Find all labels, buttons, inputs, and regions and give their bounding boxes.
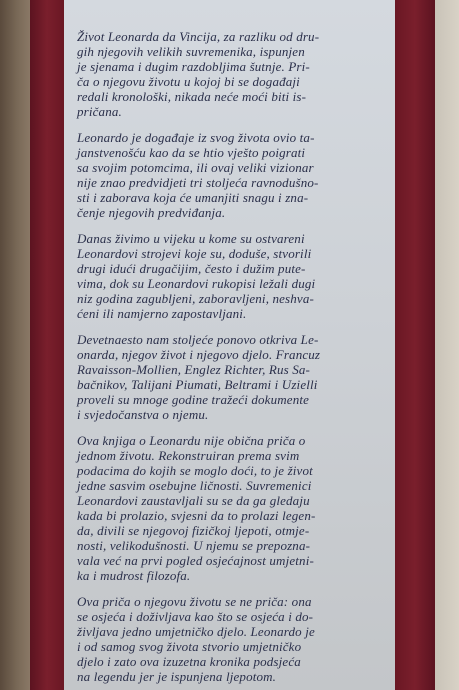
text-line: ča o njegovu životu u kojoj bi se događaji	[77, 74, 300, 89]
text-line: redali kronološki, nikada neće moći biti is-	[77, 89, 307, 104]
text-line: djelo i zato ova izuzetna kronika podsjeća	[77, 654, 301, 669]
text-line: nije znao predvidjeti tri stoljeća ravnodušno-	[77, 175, 319, 190]
text-line: kada bi prolazio, svjesni da to prolazi legen-	[77, 508, 316, 523]
text-line: čenje njegovih predviđanja.	[77, 205, 226, 220]
cover-border-right	[395, 0, 435, 690]
background-surface-right	[435, 0, 459, 690]
text-line: življava jedno umjetničko djelo. Leonardo je	[77, 624, 315, 639]
text-line: se osjeća i doživljava kao što se osjeća i do-	[77, 609, 314, 624]
text-line: vima, dok su Leonardovi rukopisi ležali dugi	[77, 276, 316, 291]
paragraph	[77, 332, 385, 422]
text-line: drugi idući drugačijim, često i dužim pute-	[77, 261, 306, 276]
text-line: vala već na prvi pogled osjećajnost umjetni-	[77, 553, 314, 568]
text-line: Ravaisson-Mollien, Englez Richter, Rus Sa-	[77, 362, 311, 377]
text-line: Danas živimo u vijeku u kome su ostvareni	[77, 231, 305, 246]
paragraph	[77, 231, 385, 321]
text-line: ćeni ili namjerno zapostavljani.	[77, 306, 247, 321]
paragraph	[77, 130, 385, 220]
text-line: Život Leonarda da Vincija, za razliku od dru-	[77, 29, 320, 44]
text-line: da, divili se njegovoj fizičkoj ljepoti, otmje-	[77, 523, 310, 538]
text-line: pričana.	[77, 104, 122, 119]
text-line: bačnikov, Talijani Piumati, Beltrami i Uzielli	[77, 377, 318, 392]
paragraph	[77, 433, 385, 583]
text-line: gih njegovih velikih suvremenika, ispunjen	[77, 44, 305, 59]
text-line: jedne sasvim osebujne ličnosti. Suvremenici	[77, 478, 312, 493]
text-line: Leonardo je događaje iz svog života ovio ta-	[77, 130, 315, 145]
text-line: janstvenošću kao da se htio vješto poigrati	[77, 145, 306, 160]
text-line: sti i zaborava koja će umanjiti snagu i zna-	[77, 190, 309, 205]
cover-border-left	[30, 0, 64, 690]
paragraph	[77, 29, 385, 119]
text-line: Leonardovi strojevi koje su, doduše, stvorili	[77, 246, 312, 261]
book-cover-text-panel	[64, 0, 395, 690]
text-line: Devetnaesto nam stoljeće ponovo otkriva Le-	[77, 332, 319, 347]
text-line: nosti, velikodušnosti. U njemu se prepozna-	[77, 538, 311, 553]
text-line: Ova knjiga o Leonardu nije obična priča o	[77, 433, 306, 448]
text-line: i od samog svog života stvorio umjetničko	[77, 639, 302, 654]
text-line: ka i mudrost filozofa.	[77, 568, 191, 583]
text-line: proveli su mnoge godine tražeći dokumente	[77, 392, 310, 407]
text-line: Leonardovi zaustavljali su se da ga gledaju	[77, 493, 310, 508]
text-line: i svjedočanstva o njemu.	[77, 407, 209, 422]
paragraph	[77, 594, 385, 684]
background-surface	[0, 0, 30, 690]
text-line: na legendu jer je ispunjena ljepotom.	[77, 669, 277, 684]
text-line: niz godina zagubljeni, zaboravljeni, neshva-	[77, 291, 314, 306]
text-line: je sjenama i dugim razdobljima šutnje. Pri-	[77, 59, 310, 74]
text-line: jednom životu. Rekonstruiran prema svim	[77, 448, 300, 463]
text-line: onarda, njegov život i njegovo djelo. Francuz	[77, 347, 321, 362]
text-line: Ova priča o njegovu životu se ne priča: ona	[77, 594, 312, 609]
text-line: sa svojim potomcima, ili ovaj veliki vizionar	[77, 160, 314, 175]
text-line: podacima do kojih se moglo doći, to je život	[77, 463, 313, 478]
